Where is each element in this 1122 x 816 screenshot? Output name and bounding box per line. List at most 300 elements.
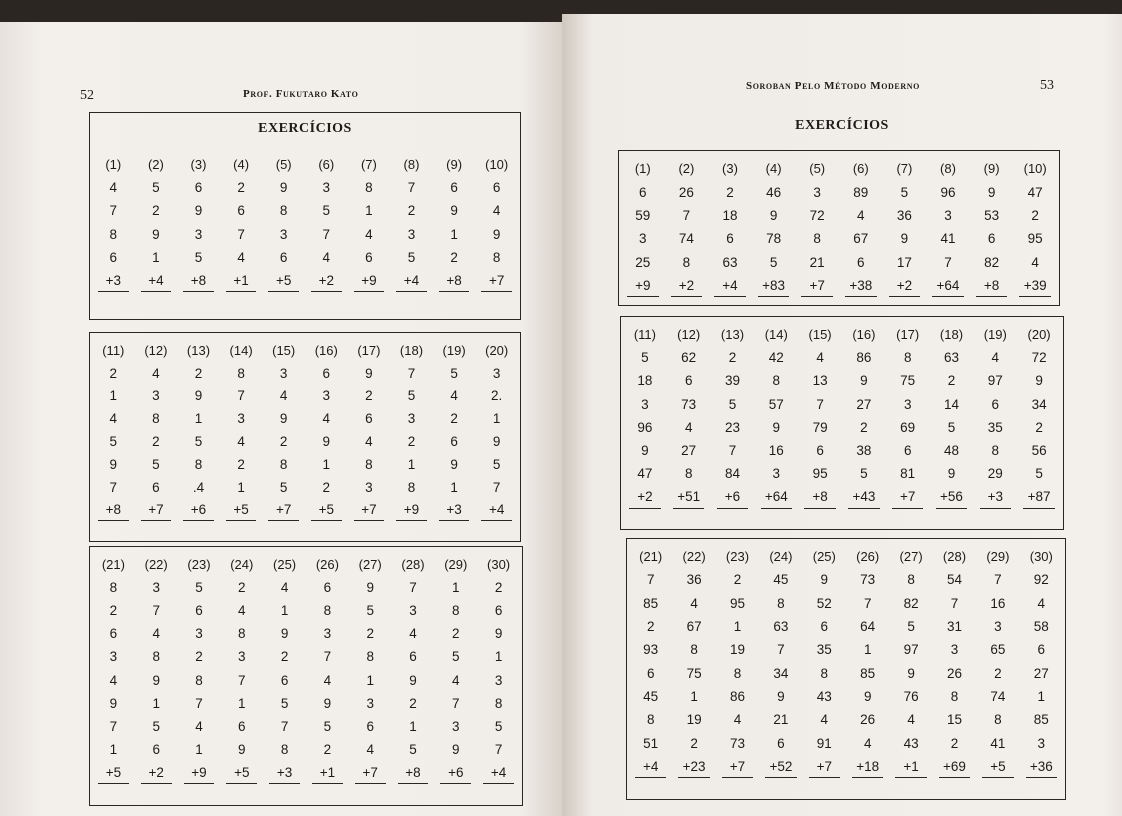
final-addend: +5	[92, 761, 135, 784]
exercise-number: (21)	[639, 549, 663, 565]
addend: 6	[152, 741, 160, 757]
addend: 3	[322, 180, 331, 196]
addend: 4	[863, 735, 872, 751]
addend: 5	[409, 741, 417, 757]
final-addend: +7	[349, 761, 392, 784]
addend: 4	[816, 350, 824, 366]
addend: 9	[492, 434, 501, 450]
addend: 7	[237, 388, 245, 404]
addend: 9	[194, 388, 203, 404]
addend: 19	[686, 712, 702, 728]
addend: 9	[238, 741, 246, 757]
final-addend: +56	[930, 485, 974, 508]
addend: 3	[944, 207, 952, 223]
addend: 4	[450, 388, 458, 404]
final-addend: +4	[477, 761, 520, 784]
addend: 2	[733, 572, 742, 588]
addend: 8	[238, 626, 246, 642]
final-addend: +18	[846, 755, 889, 778]
final-addend: +8	[798, 485, 842, 508]
addend: 3	[950, 642, 959, 658]
addend: 1	[863, 642, 872, 658]
addend: 7	[238, 672, 246, 688]
addend: 6	[237, 203, 245, 219]
addend: 7	[280, 718, 289, 734]
addend: 31	[946, 619, 962, 635]
final-addend: +8	[177, 269, 220, 292]
addend: 18	[637, 373, 653, 389]
addend: 79	[812, 419, 828, 435]
addend: 4	[365, 434, 373, 450]
addend: 4	[409, 626, 417, 642]
addend: 26	[860, 712, 876, 728]
addend: 29	[987, 466, 1003, 482]
exercise-number: (1)	[105, 157, 122, 173]
addend: 65	[990, 642, 1006, 658]
addend: 6	[323, 580, 332, 596]
addend: 5	[450, 365, 458, 381]
exercise-number: (24)	[769, 549, 793, 565]
final-addend: +39	[1013, 274, 1057, 297]
addend: 4	[109, 180, 118, 196]
exercise-number: (4)	[765, 161, 782, 177]
addend: 86	[729, 688, 745, 704]
addend: 14	[943, 396, 959, 412]
exercise-number: (17)	[357, 342, 381, 358]
left-page	[0, 22, 562, 816]
addend: 4	[907, 712, 915, 728]
final-addend: +2	[883, 274, 927, 297]
page-number: 52	[80, 88, 94, 103]
addend: 4	[366, 741, 374, 757]
addend: 27	[681, 443, 697, 459]
addend: 3	[494, 672, 503, 688]
addend: 6	[777, 735, 785, 751]
final-addend: +2	[135, 761, 178, 784]
exercise-number: (9)	[446, 157, 463, 173]
exercise-number: (16)	[852, 327, 876, 343]
addend: 9	[366, 580, 374, 596]
addend: 59	[635, 207, 651, 223]
addend: 2	[407, 203, 416, 219]
addend: 5	[641, 350, 649, 366]
addend: 58	[1033, 619, 1049, 635]
exercise-number: (30)	[1029, 549, 1053, 565]
addend: 16	[768, 443, 784, 459]
addend: 1	[322, 456, 331, 472]
addend: 4	[857, 207, 865, 223]
addend: 17	[896, 254, 912, 270]
addend: 5	[452, 649, 460, 665]
addend: 4	[279, 388, 288, 404]
addend: 1	[152, 249, 160, 265]
addend: 4	[1031, 254, 1039, 270]
addend: 7	[452, 695, 460, 711]
addend: 42	[768, 350, 784, 366]
final-addend: +8	[92, 499, 135, 522]
exercise-number: (21)	[101, 557, 125, 573]
addend: 85	[1033, 712, 1049, 728]
final-addend: +4	[390, 269, 433, 292]
addend: 2	[194, 365, 203, 381]
addend: 7	[950, 595, 959, 611]
addend: 3	[322, 388, 331, 404]
addend: 5	[280, 695, 289, 711]
addend: 2	[450, 411, 458, 427]
addend: 3	[1037, 735, 1046, 751]
addend: 45	[773, 572, 789, 588]
addend: 97	[987, 373, 1003, 389]
addend: 6	[646, 665, 655, 681]
exercise-number: (13)	[720, 327, 745, 343]
addend: 6	[109, 626, 118, 642]
addend: 2	[726, 184, 734, 200]
addend: .4	[192, 479, 205, 495]
addend: 2	[690, 735, 698, 751]
addend: 8	[366, 649, 374, 665]
final-addend: +3	[92, 269, 135, 292]
addend: 3	[194, 226, 203, 242]
addend: 39	[724, 373, 740, 389]
addend: 3	[195, 626, 203, 642]
exercise-number: (4)	[233, 157, 250, 173]
exercise-number: (17)	[896, 327, 920, 343]
exercise-number: (13)	[186, 342, 211, 358]
exercise-number: (6)	[318, 157, 335, 173]
exercise-number: (26)	[315, 557, 339, 573]
final-addend: +64	[754, 485, 798, 508]
addend: 45	[643, 688, 659, 704]
addend: 23	[724, 419, 740, 435]
addend: 7	[152, 603, 160, 619]
addend: 5	[947, 419, 956, 435]
addend: 19	[729, 642, 745, 658]
addend: 8	[280, 741, 289, 757]
addend: 2	[1031, 207, 1039, 223]
exercise-box-1	[618, 150, 1060, 306]
addend: 8	[772, 373, 781, 389]
exercise-grid	[92, 339, 518, 521]
exercise-number: (3)	[722, 161, 738, 177]
addend: 6	[195, 603, 203, 619]
addend: 2	[452, 626, 460, 642]
addend: 9	[152, 672, 160, 688]
final-addend: +7	[348, 499, 391, 522]
final-addend: +23	[672, 755, 715, 778]
addend: 9	[365, 365, 373, 381]
addend: 9	[769, 207, 778, 223]
addend: 1	[194, 411, 203, 427]
exercise-number: (20)	[485, 342, 509, 358]
exercise-number: (18)	[399, 342, 424, 358]
addend: 56	[1031, 443, 1047, 459]
addend: 3	[641, 396, 649, 412]
addend: 2	[109, 603, 118, 619]
addend: 2	[152, 434, 160, 450]
addend: 5	[152, 456, 160, 472]
addend: 5	[494, 718, 503, 734]
addend: 2	[238, 580, 246, 596]
addend: 1	[109, 388, 118, 404]
addend: 5	[1035, 466, 1043, 482]
final-addend: +9	[621, 274, 665, 297]
addend: 25	[635, 254, 651, 270]
addend: 97	[903, 642, 919, 658]
addend: 8	[646, 712, 655, 728]
addend: 76	[903, 688, 919, 704]
exercise-number: (22)	[682, 549, 706, 565]
addend: 4	[322, 411, 331, 427]
exercise-number: (8)	[403, 157, 420, 173]
addend: 4	[991, 350, 1000, 366]
addend: 1	[280, 603, 289, 619]
exercise-box-2	[89, 332, 521, 542]
addend: 6	[492, 180, 501, 196]
addend: 7	[816, 396, 824, 412]
addend: 6	[152, 479, 160, 495]
addend: 8	[237, 365, 245, 381]
addend: 2	[109, 365, 118, 381]
addend: 6	[991, 396, 1000, 412]
final-addend: +87	[1017, 485, 1061, 508]
addend: 9	[109, 695, 118, 711]
final-addend: +69	[933, 755, 976, 778]
addend: 51	[643, 735, 659, 751]
addend: 4	[109, 411, 118, 427]
exercise-number: (11)	[633, 327, 656, 343]
addend: 67	[853, 231, 869, 247]
exercise-number: (16)	[314, 342, 338, 358]
final-addend: +2	[623, 485, 667, 508]
addend: 9	[947, 466, 956, 482]
right-page	[562, 14, 1122, 816]
exercise-number: (2)	[147, 157, 164, 173]
exercise-number: (24)	[230, 557, 254, 573]
addend: 4	[1037, 595, 1046, 611]
exercise-number: (25)	[273, 557, 297, 573]
addend: 8	[323, 603, 332, 619]
addend: 3	[903, 396, 912, 412]
addend: 8	[813, 231, 821, 247]
addend: 4	[820, 712, 829, 728]
final-addend: +9	[178, 761, 221, 784]
addend: 47	[1027, 184, 1043, 200]
addend: 3	[994, 619, 1002, 635]
addend: 72	[809, 207, 825, 223]
addend: 2	[994, 665, 1002, 681]
addend: 3	[639, 231, 647, 247]
addend: 8	[994, 712, 1002, 728]
addend: 9	[494, 626, 503, 642]
final-addend: +1	[220, 269, 263, 292]
exercise-box-2	[620, 316, 1064, 530]
addend: 2	[322, 479, 331, 495]
addend: 82	[903, 595, 919, 611]
final-addend: +2	[305, 269, 348, 292]
addend: 9	[860, 373, 868, 389]
addend: 13	[812, 373, 828, 389]
addend: 82	[984, 254, 1000, 270]
addend: 1	[366, 672, 374, 688]
exercise-number: (18)	[939, 327, 964, 343]
addend: 64	[860, 619, 876, 635]
exercise-number: (26)	[856, 549, 880, 565]
addend: 8	[407, 479, 416, 495]
exercises-heading: EXERCÍCIOS	[795, 118, 889, 133]
addend: 63	[943, 350, 959, 366]
exercise-box-3	[89, 546, 523, 806]
exercise-number: (8)	[940, 161, 956, 177]
addend: 7	[407, 365, 416, 381]
addend: 5	[322, 203, 331, 219]
addend: 1	[237, 479, 245, 495]
addend: 27	[856, 396, 872, 412]
addend: 9	[323, 695, 332, 711]
addend: 2	[407, 434, 416, 450]
final-addend: +5	[220, 499, 263, 522]
addend: 7	[646, 572, 655, 588]
final-addend: +5	[220, 761, 263, 784]
addend: 43	[903, 735, 919, 751]
final-addend: +52	[759, 755, 802, 778]
addend: 6	[280, 672, 289, 688]
addend: 2.	[491, 388, 503, 404]
addend: 27	[1033, 665, 1049, 681]
addend: 4	[280, 580, 289, 596]
exercise-number: (14)	[764, 327, 788, 343]
addend: 95	[1027, 231, 1043, 247]
addend: 7	[494, 741, 503, 757]
addend: 6	[109, 249, 118, 265]
exercise-number: (1)	[634, 161, 651, 177]
exercise-number: (9)	[983, 161, 1000, 177]
final-addend: +6	[711, 485, 755, 508]
final-addend: +5	[976, 755, 1019, 778]
addend: 63	[722, 254, 738, 270]
final-addend: +64	[926, 274, 970, 297]
addend: 3	[409, 603, 417, 619]
addend: 47	[637, 466, 653, 482]
addend: 1	[733, 619, 742, 635]
addend: 6	[194, 180, 203, 196]
addend: 8	[991, 443, 1000, 459]
addend: 4	[195, 718, 203, 734]
addend: 92	[1033, 572, 1049, 588]
addend: 7	[492, 479, 501, 495]
addend: 6	[857, 254, 865, 270]
addend: 3	[366, 695, 374, 711]
addend: 86	[856, 350, 872, 366]
addend: 9	[492, 226, 501, 242]
addend: 2	[237, 180, 245, 196]
exercise-number: (28)	[942, 549, 967, 565]
addend: 7	[322, 226, 331, 242]
addend: 9	[900, 231, 909, 247]
addend: 6	[238, 718, 246, 734]
addend: 8	[494, 695, 503, 711]
addend: 2	[947, 373, 956, 389]
addend: 1	[494, 649, 503, 665]
addend: 8	[820, 665, 829, 681]
addend: 2	[950, 735, 959, 751]
addend: 6	[639, 184, 647, 200]
addend: 72	[1031, 350, 1047, 366]
page-number: 53	[1040, 78, 1054, 93]
addend: 2	[409, 695, 417, 711]
addend: 3	[365, 479, 373, 495]
addend: 5	[492, 456, 501, 472]
addend: 2	[279, 434, 288, 450]
addend: 3	[109, 649, 118, 665]
addend: 8	[109, 580, 118, 596]
running-head: Prof. Fukutaro Kato	[243, 88, 359, 100]
addend: 1	[452, 580, 460, 596]
addend: 2	[237, 456, 245, 472]
addend: 7	[944, 254, 952, 270]
final-addend: +1	[889, 755, 932, 778]
addend: 8	[279, 203, 288, 219]
addend: 1	[195, 741, 203, 757]
addend: 1	[407, 456, 416, 472]
addend: 2	[152, 203, 160, 219]
addend: 9	[641, 443, 649, 459]
addend: 6	[450, 434, 458, 450]
addend: 43	[816, 688, 832, 704]
exercise-number: (5)	[809, 161, 826, 177]
addend: 8	[152, 649, 160, 665]
addend: 6	[365, 411, 373, 427]
addend: 6	[366, 718, 374, 734]
addend: 85	[860, 665, 876, 681]
addend: 52	[816, 595, 832, 611]
exercise-number: (15)	[808, 327, 832, 343]
addend: 5	[860, 466, 868, 482]
addend: 41	[990, 735, 1006, 751]
addend: 5	[323, 718, 332, 734]
addend: 6	[494, 603, 503, 619]
addend: 7	[109, 479, 118, 495]
addend: 3	[279, 226, 288, 242]
addend: 5	[194, 249, 203, 265]
addend: 2	[860, 419, 868, 435]
addend: 62	[681, 350, 697, 366]
addend: 54	[946, 572, 962, 588]
final-addend: +3	[263, 761, 306, 784]
final-addend: +8	[433, 269, 476, 292]
addend: 2	[280, 649, 289, 665]
addend: 7	[777, 642, 785, 658]
addend: 78	[766, 231, 782, 247]
addend: 4	[152, 365, 160, 381]
addend: 8	[152, 411, 160, 427]
addend: 5	[109, 434, 118, 450]
addend: 7	[109, 203, 118, 219]
addend: 1	[152, 695, 160, 711]
exercise-grid	[629, 545, 1063, 778]
final-addend: +5	[262, 269, 305, 292]
addend: 8	[682, 254, 691, 270]
addend: 9	[863, 688, 872, 704]
addend: 8	[492, 249, 501, 265]
addend: 6	[816, 443, 824, 459]
addend: 9	[280, 626, 289, 642]
final-addend: +38	[839, 274, 883, 297]
exercise-number: (23)	[725, 549, 750, 565]
exercise-number: (19)	[442, 342, 466, 358]
addend: 3	[237, 411, 245, 427]
addend: 1	[492, 411, 501, 427]
final-addend: +6	[434, 761, 477, 784]
